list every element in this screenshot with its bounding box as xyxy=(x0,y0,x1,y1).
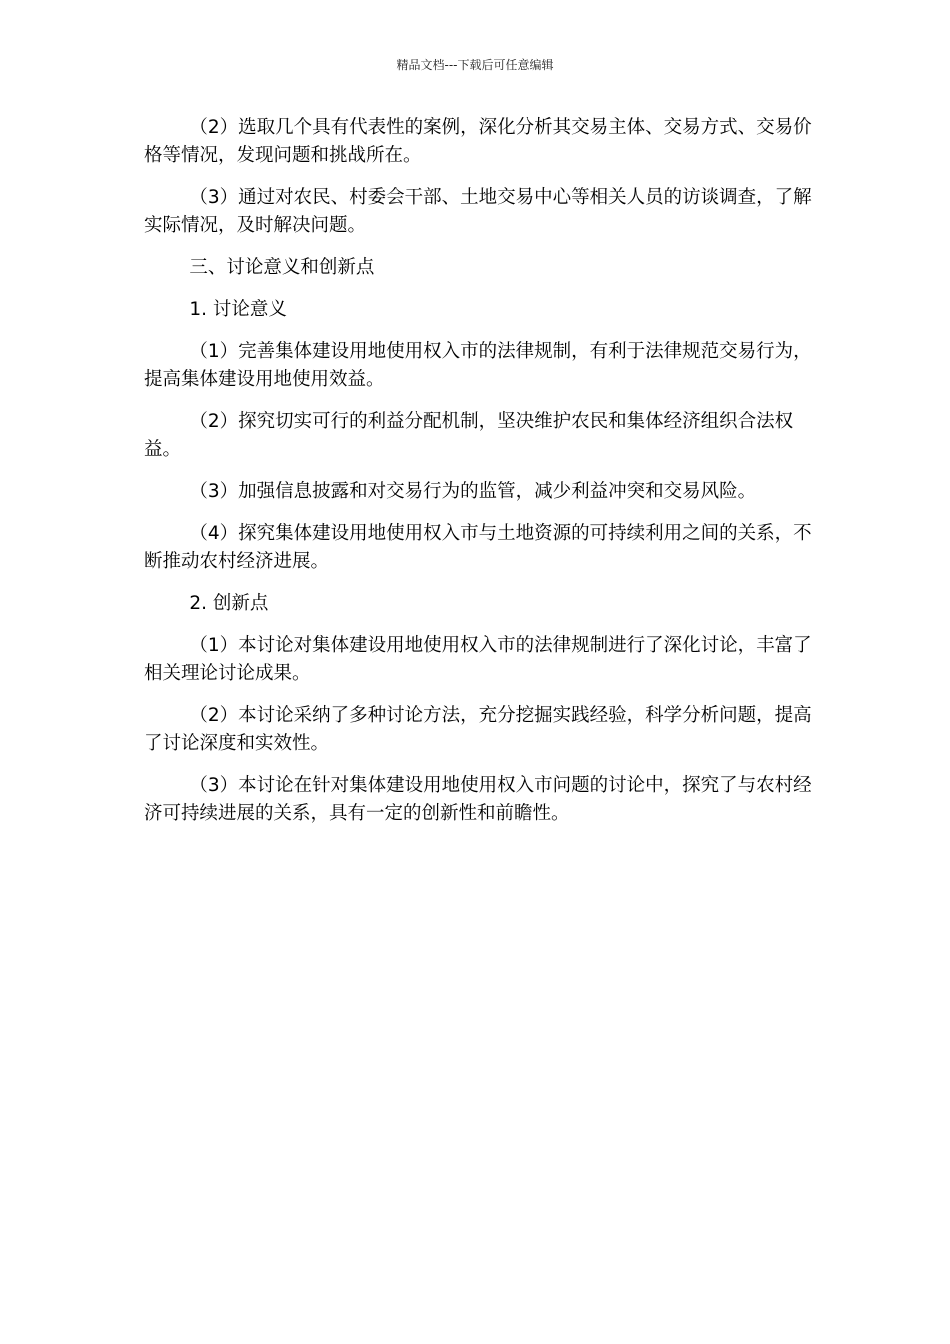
paragraph-innovation-1: （1）本讨论对集体建设用地使用权入市的法律规制进行了深化讨论，丰富了相关理论讨论成果。 xyxy=(144,635,812,684)
paragraph-interview-survey: （3）通过对农民、村委会干部、土地交易中心等相关人员的访谈调查，了解实际情况，及时解决问题。 xyxy=(144,187,812,236)
paragraph-significance-3: （3）加强信息披露和对交易行为的监管，减少利益冲突和交易风险。 xyxy=(189,481,757,502)
paragraph-innovation-2: （2）本讨论采纳了多种讨论方法，充分挖掘实践经验，科学分析问题，提高了讨论深度和实效性。 xyxy=(144,705,812,754)
paragraph-significance-2: （2）探究切实可行的利益分配机制，坚决维护农民和集体经济组织合法权益。 xyxy=(144,411,794,460)
paragraph-innovation-3: （3）本讨论在针对集体建设用地使用权入市问题的讨论中，探究了与农村经济可持续进展的关系，具有一定的创新性和前瞻性。 xyxy=(144,775,812,824)
subheading-significance: 1. 讨论意义 xyxy=(189,299,287,320)
paragraph-significance-1: （1）完善集体建设用地使用权入市的法律规制，有利于法律规范交易行为，提高集体建设用地使用效益。 xyxy=(144,341,812,390)
document-body xyxy=(144,114,816,842)
page-header: 精品文档---下载后可任意编辑 xyxy=(396,58,554,72)
subheading-innovation: 2. 创新点 xyxy=(189,593,269,614)
paragraph-case-analysis: （2）选取几个具有代表性的案例，深化分析其交易主体、交易方式、交易价格等情况，发现问题和挑战所在。 xyxy=(144,117,812,166)
paragraph-significance-4: （4）探究集体建设用地使用权入市与土地资源的可持续利用之间的关系，不断推动农村经济进展。 xyxy=(144,523,812,572)
section-heading-significance-innovation: 三、讨论意义和创新点 xyxy=(189,257,375,278)
